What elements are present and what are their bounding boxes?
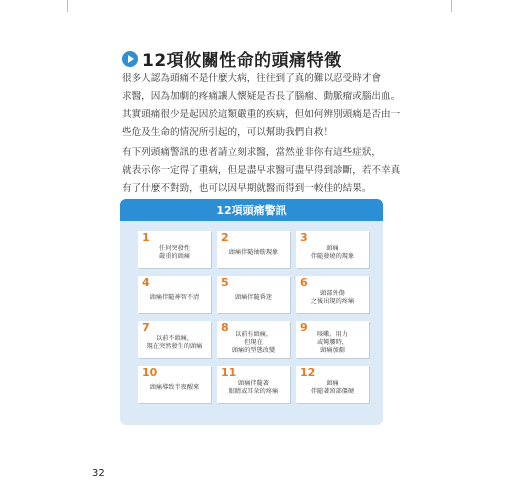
paragraph-line: 有了什麼不對勁，也可以因早期就醫而得到一較佳的結果。	[122, 183, 372, 194]
card-text	[296, 374, 369, 401]
card-text-line: 伴隨發燒的現象	[310, 252, 355, 260]
warning-card	[138, 321, 211, 358]
paragraph-line: 其實頭痛很少是起因於這類嚴重的疾病，但如何辨別頭痛是否由一	[122, 109, 401, 120]
card-text	[296, 329, 369, 356]
card-text-line: 頭痛導致半夜醒來	[149, 383, 200, 391]
crop-mark-left	[67, 0, 68, 12]
card-text	[296, 239, 369, 266]
card-text-line: 頭部外傷	[320, 289, 345, 297]
warning-card	[217, 276, 290, 313]
card-number: 8	[221, 321, 229, 334]
card-text-line: 嚴重的頭痛	[159, 252, 190, 260]
advice-paragraph	[122, 144, 401, 198]
paragraph-line: 就表示你一定得了重病，但是盡早求醫可盡早得到診斷，若不幸真	[122, 165, 401, 176]
panel-title: 12項頭痛警訊	[120, 199, 383, 221]
paragraph-line: 求醫，因為加劇的疼痛讓人懷疑是否長了腦瘤、動脈瘤或腦出血。	[122, 91, 401, 102]
card-text-line: 頭痛	[326, 244, 339, 252]
card-text	[217, 374, 290, 401]
warning-card	[296, 366, 369, 403]
paragraph-line: 有下列頭痛警訊的患者請立刻求醫，當然並非你有這些症狀，	[122, 147, 382, 158]
card-text-line: 但現在	[244, 338, 263, 346]
card-text-line: 眼睛或耳朵的疼痛	[228, 387, 279, 395]
card-text-line: 頭痛伴隨著	[238, 379, 269, 387]
warning-card	[217, 366, 290, 403]
play-bullet-icon	[122, 51, 138, 67]
warning-signs-panel	[120, 199, 383, 425]
warning-card	[296, 231, 369, 268]
card-text-line: 頭痛伴隨昏迷	[234, 293, 273, 301]
card-number: 4	[142, 276, 150, 289]
card-text-line: 伴隨著頸部僵硬	[310, 387, 355, 395]
card-number: 3	[300, 231, 308, 244]
card-text	[217, 239, 290, 266]
card-text-line: 以前有頭痛，	[234, 330, 273, 338]
card-text-line: 頭痛的型態改變	[231, 346, 276, 354]
card-number: 5	[221, 276, 229, 289]
intro-paragraph	[122, 70, 401, 142]
card-number: 11	[221, 366, 237, 379]
warning-card	[296, 321, 369, 358]
card-text	[138, 284, 211, 311]
heading-title: 12項攸關性命的頭痛特徵	[142, 51, 342, 71]
card-text	[217, 284, 290, 311]
card-text	[138, 329, 211, 356]
warning-card	[138, 231, 211, 268]
paragraph-line: 些危及生命的情況所引起的，可以幫助我們自救！	[122, 127, 334, 138]
card-number: 7	[142, 321, 150, 334]
card-text-line: 之後出現的疼痛	[310, 297, 355, 305]
warning-card	[217, 231, 290, 268]
card-number: 1	[142, 231, 150, 244]
card-number: 10	[142, 366, 158, 379]
card-text	[217, 329, 290, 356]
card-number: 6	[300, 276, 308, 289]
card-text-line: 現在突然發生的頭痛	[146, 342, 203, 350]
card-text-line: 頭痛加劇	[320, 346, 345, 354]
crop-mark-right	[451, 0, 452, 12]
warning-card	[138, 276, 211, 313]
card-number: 2	[221, 231, 229, 244]
card-text-line: 頭痛	[326, 379, 339, 387]
card-text-line: 頭痛伴隨抽筋現象	[228, 248, 279, 256]
card-text	[138, 374, 211, 401]
warning-card	[296, 276, 369, 313]
card-number: 12	[300, 366, 316, 379]
card-text-line: 或彎腰時，	[317, 338, 348, 346]
section-heading	[122, 46, 342, 71]
paragraph-line: 很多人認為頭痛不是什麼大病，往往到了真的難以忍受時才會	[122, 73, 382, 84]
card-text	[296, 284, 369, 311]
card-text-line: 咳嗽、用力	[317, 330, 348, 338]
warning-card	[217, 321, 290, 358]
warning-card	[138, 366, 211, 403]
card-text	[138, 239, 211, 266]
warning-grid	[138, 231, 370, 403]
card-number: 9	[300, 321, 308, 334]
card-text-line: 任何突發性	[159, 244, 190, 252]
card-text-line: 頭痛伴隨神智不清	[149, 293, 200, 301]
page-number: 32	[92, 468, 105, 479]
card-text-line: 以前不頭痛，	[155, 334, 194, 342]
